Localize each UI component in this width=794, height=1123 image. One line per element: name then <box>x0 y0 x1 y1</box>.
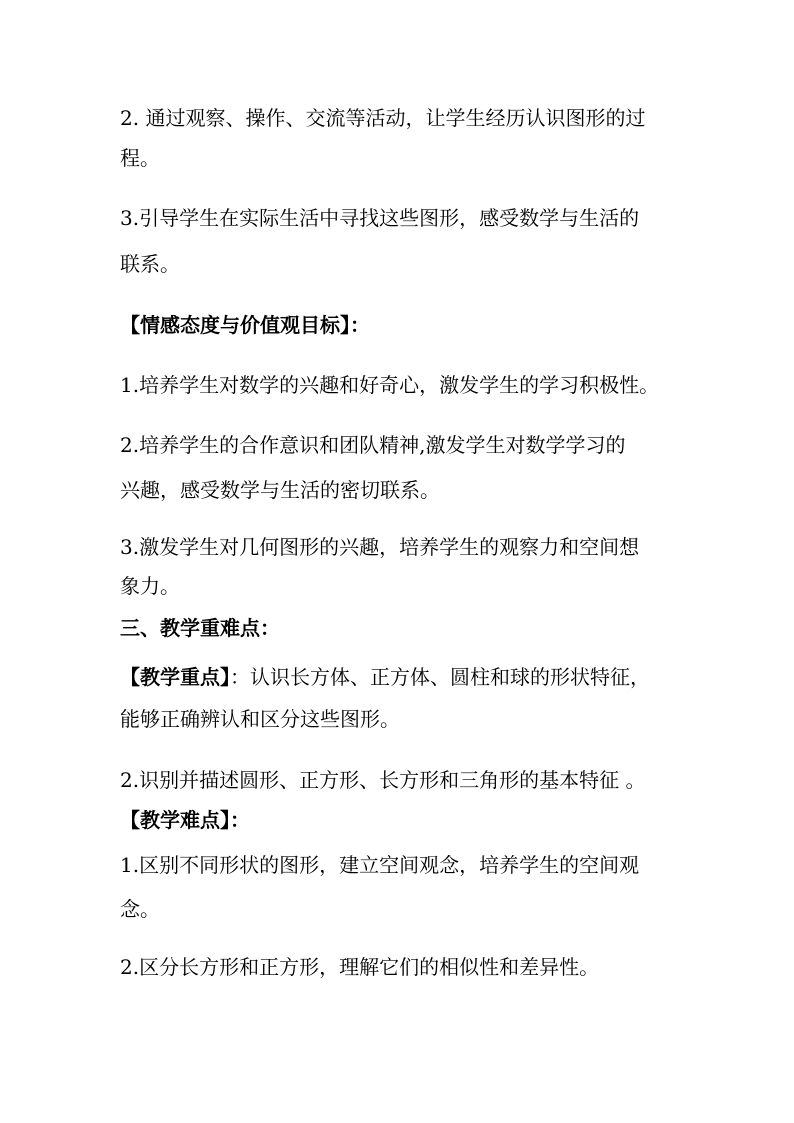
paragraph-line: 程。 <box>120 146 160 170</box>
key-points-label: 【教学重点】 <box>120 665 230 689</box>
paragraph-line: 念。 <box>120 897 160 921</box>
paragraph-line: 联系。 <box>120 252 180 276</box>
key-points-text: ：认识长方体、正方体、圆柱和球的形状特征， <box>230 665 650 689</box>
paragraph-line: 2.培养学生的合作意识和团队精神,激发学生对数学学习的 <box>120 433 626 457</box>
paragraph-line: 1.区别不同形状的图形，建立空间观念，培养学生的空间观 <box>120 853 640 877</box>
paragraph-line: 3.激发学生对几何图形的兴趣，培养学生的观察力和空间想 <box>120 535 640 559</box>
paragraph-line: 象力。 <box>120 574 180 598</box>
paragraph-line: 兴趣，感受数学与生活的密切联系。 <box>120 478 440 502</box>
paragraph-line: 能够正确辨认和区分这些图形。 <box>120 707 400 731</box>
section-heading-emotion-goals: 【情感态度与价值观目标】： <box>120 313 370 337</box>
paragraph-line: 3.引导学生在实际生活中寻找这些图形，感受数学与生活的 <box>120 206 640 230</box>
paragraph-line <box>120 663 680 691</box>
section-heading-key-difficult-points: 三、教学重难点： <box>120 616 280 640</box>
paragraph-line: 2.识别并描述圆形、正方形、长方形和三角形的基本特征 。 <box>120 768 646 792</box>
paragraph-line: 2. 通过观察、操作、交流等活动，让学生经历认识图形的过 <box>120 106 646 130</box>
paragraph-line: 2.区分长方形和正方形，理解它们的相似性和差异性。 <box>120 955 600 979</box>
paragraph-line: 1.培养学生对数学的兴趣和好奇心，激发学生的学习积极性。 <box>120 373 660 397</box>
section-heading-difficulties: 【教学难点】： <box>120 808 250 832</box>
